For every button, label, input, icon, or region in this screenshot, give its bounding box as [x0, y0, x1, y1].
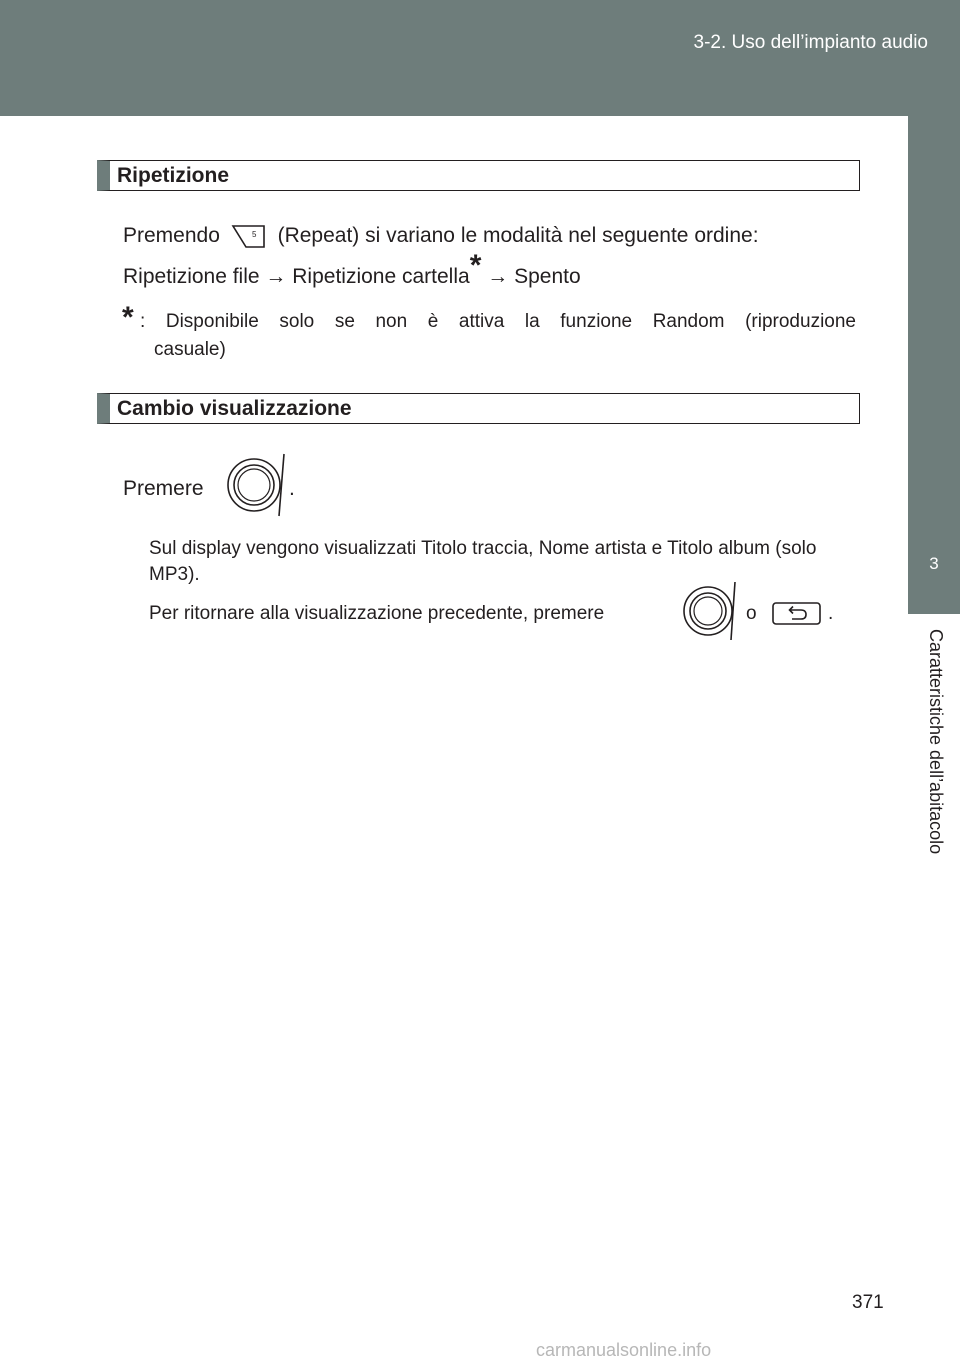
section-heading-repeat	[97, 160, 860, 191]
section-heading-display	[97, 393, 860, 424]
chapter-tab-box	[908, 116, 960, 614]
tune-knob-icon	[226, 452, 292, 518]
footnote-text	[140, 308, 856, 364]
preset-5-key-icon	[230, 222, 268, 250]
repeat-instruction-line	[123, 222, 759, 250]
chapter-tab	[908, 116, 960, 1362]
arrow-icon: →	[265, 265, 287, 288]
display-instruction-before: Premere	[123, 477, 204, 500]
display-instruction-after: .	[289, 477, 295, 500]
watermark-text: carmanualsonline.info	[536, 1340, 712, 1360]
footnote-line-2: casuale)	[154, 339, 226, 360]
repeat-order-off: Spento	[514, 265, 581, 288]
section-heading-repeat-text: Ripetizione	[117, 164, 230, 187]
arrow-icon: →	[487, 265, 509, 288]
repeat-order-file: Ripetizione file	[123, 265, 260, 288]
chapter-title: Caratteristiche dell’abitacolo	[926, 629, 946, 855]
footnote-marker: *	[122, 301, 134, 334]
repeat-instruction-after: (Repeat) si variano le modalità nel seguente ordine:	[277, 224, 759, 247]
footnote-line-1: : Disponibile solo se non è attiva la funzione Random (riproduzione	[140, 311, 856, 332]
repeat-instruction-before: Premendo	[123, 224, 220, 247]
repeat-order-line	[123, 249, 581, 291]
display-note-2-after: .	[828, 603, 834, 624]
display-note-2-before: Per ritornare alla visualizzazione precedente, premere	[149, 603, 605, 624]
display-note-2-or: o	[746, 603, 757, 624]
section-reference: 3-2. Uso dell’impianto audio	[693, 32, 928, 53]
chapter-number: 3	[929, 554, 939, 573]
header-band	[0, 0, 960, 116]
preset-5-key-number: 5	[251, 230, 257, 240]
section-heading-display-text: Cambio visualizzazione	[117, 397, 352, 420]
page-number: 371	[852, 1292, 884, 1313]
back-key-icon	[772, 601, 822, 627]
repeat-order-folder: Ripetizione cartella	[292, 265, 470, 288]
footnote-reference-star: *	[469, 249, 482, 282]
display-note-1: Sul display vengono visualizzati Titolo traccia, Nome artista e Titolo album (solo MP3).	[149, 538, 817, 585]
tune-knob-icon	[683, 580, 741, 642]
